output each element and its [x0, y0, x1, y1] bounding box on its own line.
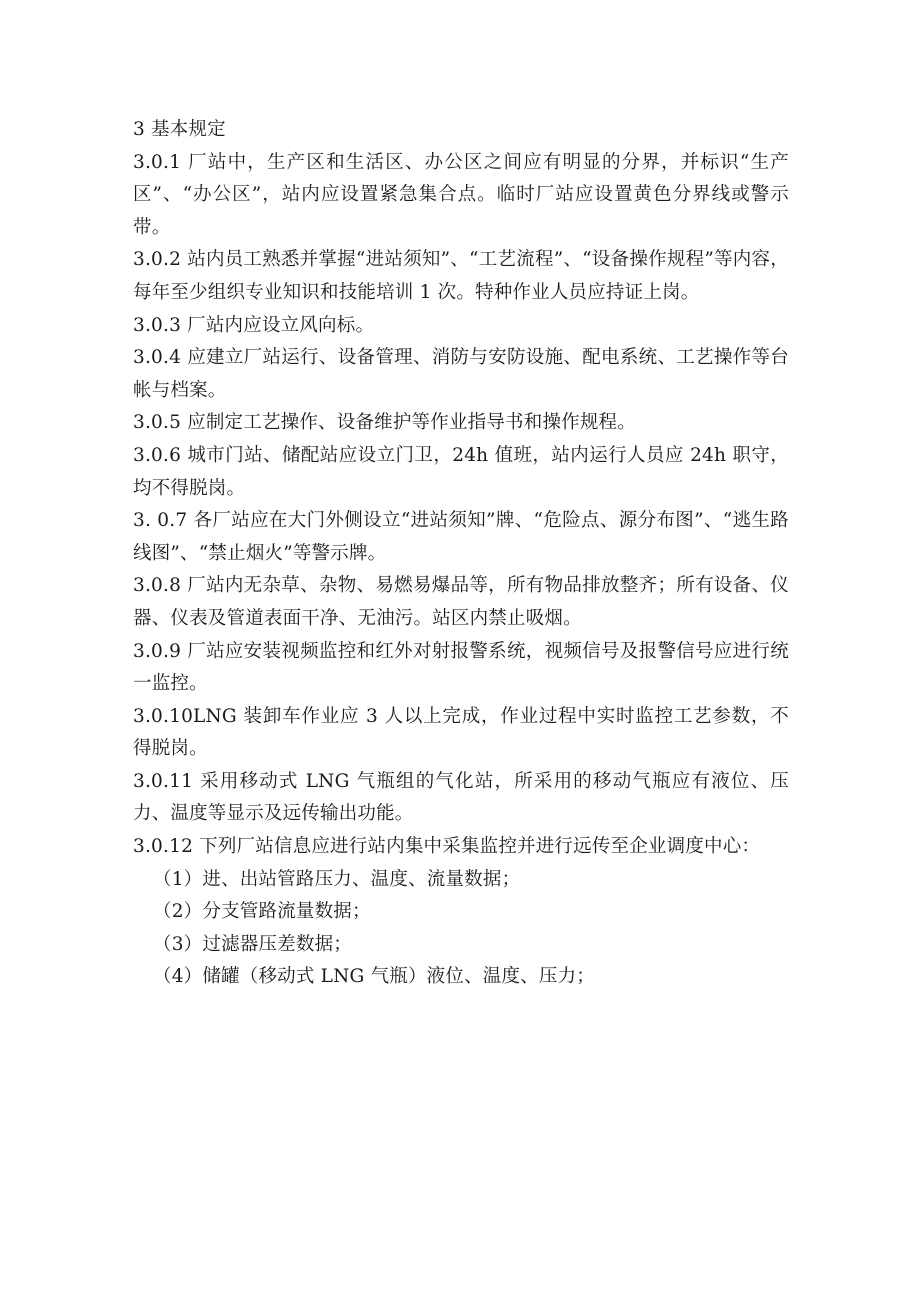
list-item-3: （3）过滤器压差数据；	[153, 933, 352, 955]
list-item-1: （1）进、出站管路压力、温度、流量数据；	[153, 868, 521, 890]
clause-3-0-1: 3.0.1 厂站中，生产区和生活区、办公区之间应有明显的分界，并标识“生产区”、“办公区”，站内应设置紧急集合点。临时厂站应设置黄色分界线或警示带。	[133, 151, 789, 238]
clause-3-0-6: 3.0.6 城市门站、储配站应设立门卫，24h 值班，站内运行人员应 24h 职守，均不得脱岗。	[133, 444, 789, 499]
clause-3-0-11: 3.0.11 采用移动式 LNG 气瓶组的气化站，所采用的移动气瓶应有液位、压力、温度等显示及远传输出功能。	[133, 770, 789, 825]
clause-3-0-5: 3.0.5 应制定工艺操作、设备维护等作业指导书和操作规程。	[133, 412, 636, 434]
clause-3-0-10: 3.0.10LNG 装卸车作业应 3 人以上完成，作业过程中实时监控工艺参数，不得脱岗。	[133, 705, 789, 760]
list-item-4: （4）储罐（移动式 LNG 气瓶）液位、温度、压力；	[153, 966, 595, 988]
clause-3-0-7: 3. 0.7 各厂站应在大门外侧设立“进站须知”牌、“危险点、源分布图”、“逃生路线图”、“禁止烟火”等警示牌。	[133, 510, 789, 564]
clause-3-0-3: 3.0.3 厂站内应设立风向标。	[133, 314, 375, 336]
list-item-2: （2）分支管路流量数据；	[153, 901, 371, 923]
section-heading: 3 基本规定	[133, 119, 226, 140]
clause-3-0-4: 3.0.4 应建立厂站运行、设备管理、消防与安防设施、配电系统、工艺操作等台帐与档案。	[133, 347, 789, 401]
clause-3-0-9: 3.0.9 厂站应安装视频监控和红外对射报警系统，视频信号及报警信号应进行统一监控。	[133, 640, 789, 695]
clause-3-0-12: 3.0.12 下列厂站信息应进行站内集中采集监控并进行远传至企业调度中心：	[133, 836, 761, 858]
clause-3-0-2: 3.0.2 站内员工熟悉并掌握“进站须知”、“工艺流程”、“设备操作规程”等内容，每年至少组织专业知识和技能培训 1 次。特种作业人员应持证上岗。	[133, 249, 789, 303]
clause-3-0-8: 3.0.8 厂站内无杂草、杂物、易燃易爆品等，所有物品排放整齐；所有设备、仪器、仪表及管道表面干净、无油污。站区内禁止吸烟。	[133, 575, 789, 629]
document-page	[133, 114, 789, 994]
